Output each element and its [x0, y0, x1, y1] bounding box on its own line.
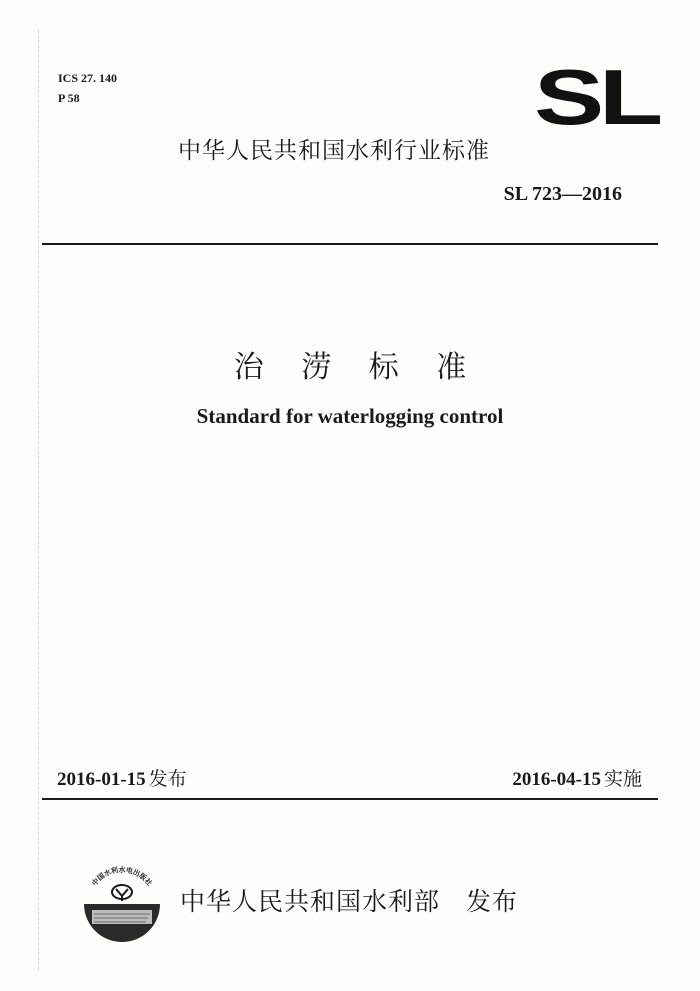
binding-line: [38, 30, 39, 970]
publisher-name: 中华人民共和国水利部: [180, 887, 441, 916]
standard-code: SL 723—2016: [503, 183, 622, 205]
ics-code: ICS 27. 140: [58, 71, 118, 85]
seal-text: 中国水利水电出版社: [90, 866, 154, 888]
ministry-standard-title: 中华人民共和国水利行业标准: [178, 138, 490, 164]
implement-label: 实施: [603, 768, 642, 790]
issue-date: 2016-01-15: [57, 769, 146, 790]
title-chinese: 治 涝 标 准: [233, 350, 481, 385]
issue-date-line: [57, 764, 187, 791]
classification-block: [58, 68, 117, 108]
implement-date: 2016-04-15: [512, 769, 601, 790]
top-divider: [42, 243, 658, 245]
class-code: P 58: [58, 91, 80, 105]
sl-logo: SL: [534, 53, 658, 141]
implement-date-line: [512, 764, 642, 791]
issue-label: 发布: [148, 768, 187, 790]
title-english: Standard for waterlogging control: [196, 404, 504, 428]
bottom-divider: [42, 798, 658, 800]
publish-verb: 发布: [466, 887, 519, 916]
publisher-line: [180, 882, 518, 918]
publisher-seal-icon: [78, 858, 166, 946]
